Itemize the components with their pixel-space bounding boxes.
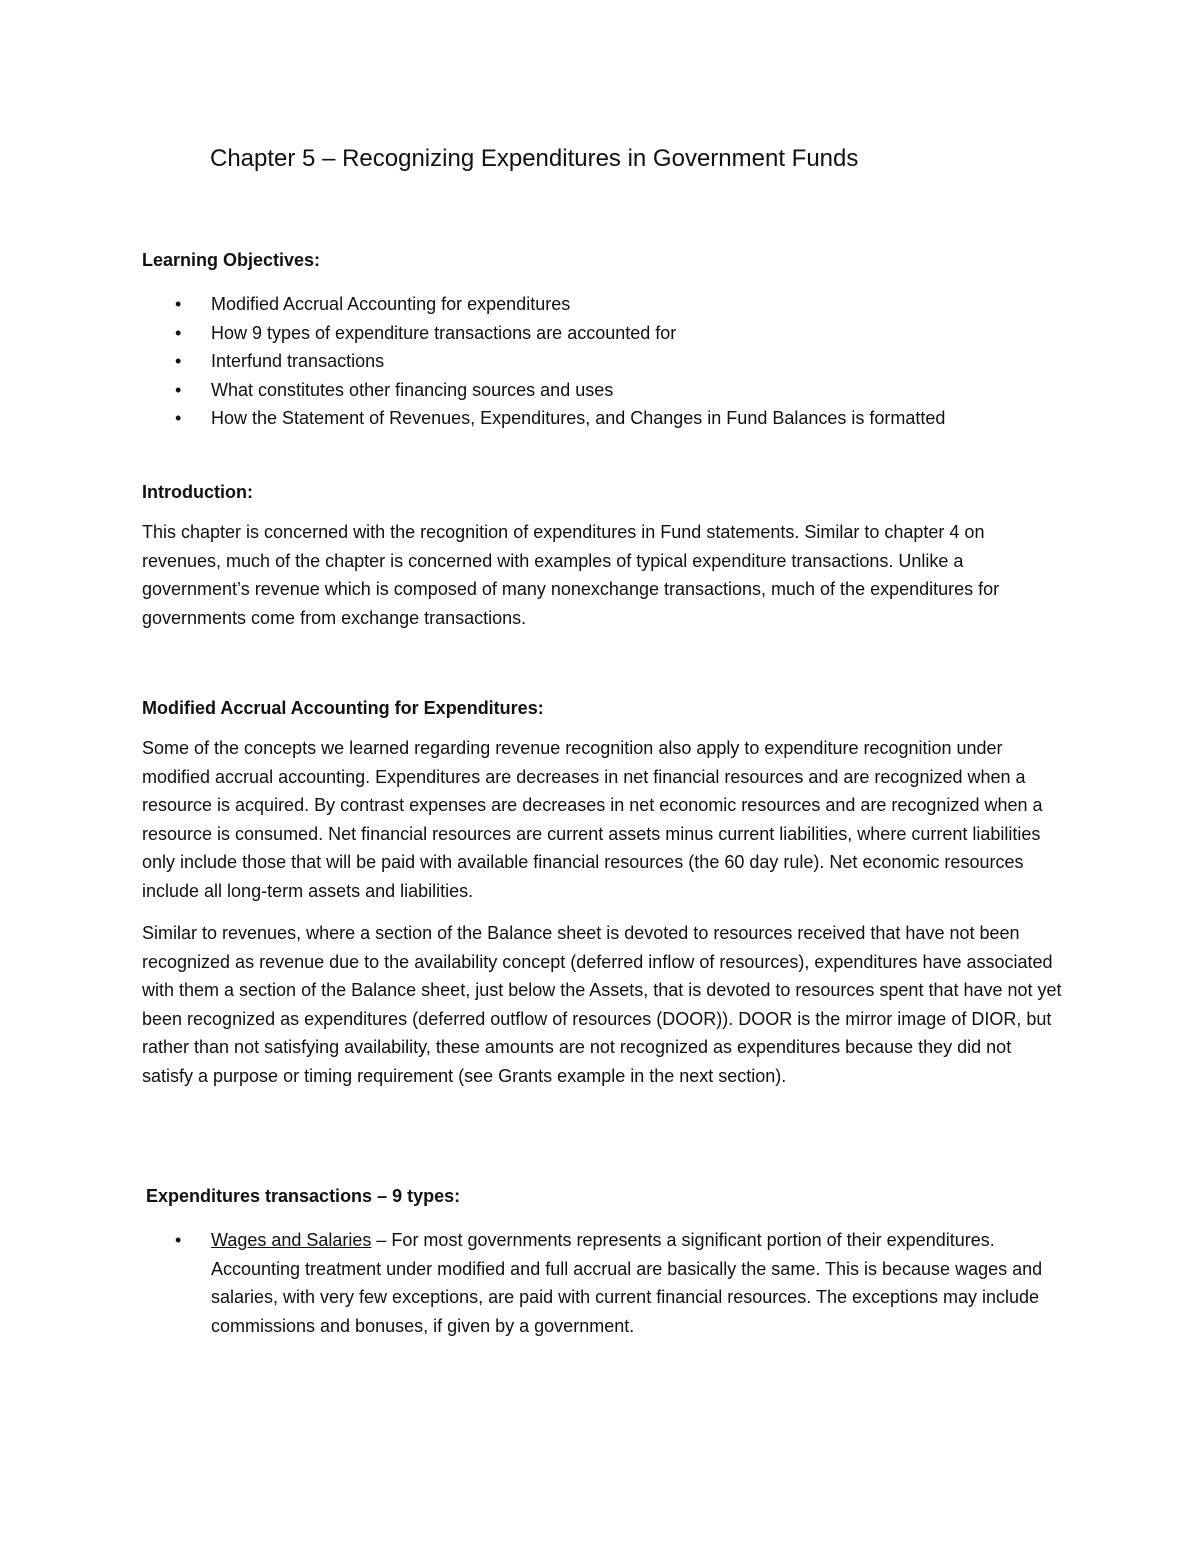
bullet-icon: • <box>175 294 182 314</box>
modified-accrual-paragraph-2: Similar to revenues, where a section of the Balance sheet is devoted to resources received that have not been recognized as revenue due to the availability concept (deferred inflow of resources), expenditures have associated with them a section of the Balance sheet, just below the Assets, that is devoted to resources spent that have not yet been recognized as expenditures (deferred outflow of resources (DOOR)). DOOR is the mirror image of DIOR, but rather than not satisfying availability, these amounts are not recognized as expenditures because they did not satisfy a purpose or timing requirement (see Grants example in the next section). <box>142 923 1062 1086</box>
transactions-heading: Expenditures transactions – 9 types: <box>146 1186 461 1206</box>
learning-objectives-heading: Learning Objectives: <box>142 250 321 270</box>
learning-objectives-list <box>142 290 1062 433</box>
bullet-icon: • <box>175 379 182 400</box>
learning-objectives-section <box>142 248 1062 433</box>
list-item <box>142 290 1062 319</box>
list-item-text: How the Statement of Revenues, Expenditures, and Changes in Fund Balances is formatted <box>211 408 946 428</box>
introduction-heading: Introduction: <box>142 482 253 502</box>
wages-and-salaries-text: – For most governments represents a significant portion of their expenditures. Accounting treatment under modified and full accrual are basically the same. This is because wages and salaries, with very few exceptions, are paid with current financial resources. The exceptions may include commissions and bonuses, if given by a government. <box>211 1230 1043 1336</box>
list-item <box>142 319 1062 348</box>
list-item <box>142 404 1062 433</box>
wages-and-salaries-term: Wages and Salaries <box>211 1230 372 1250</box>
modified-accrual-paragraph-1: Some of the concepts we learned regarding revenue recognition also apply to expenditure recognition under modified accrual accounting. Expenditures are decreases in net financial resources and are recognized when a resource is acquired. By contrast expenses are decreases in net economic resources and are recognized when a resource is consumed. Net financial resources are current assets minus current liabilities, where current liabilities only include those that will be paid with available financial resources (the 60 day rule). Net economic resources include all long-term assets and liabilities. <box>142 738 1043 901</box>
bullet-icon: • <box>175 322 182 343</box>
list-item <box>142 347 1062 376</box>
modified-accrual-heading: Modified Accrual Accounting for Expenditures: <box>142 698 544 718</box>
bullet-icon: • <box>175 1230 182 1250</box>
list-item <box>142 1226 1062 1340</box>
transactions-section <box>146 1184 1066 1208</box>
list-item-text: What constitutes other financing sources and uses <box>211 379 614 400</box>
modified-accrual-section <box>142 696 1062 1090</box>
introduction-section <box>142 480 1062 632</box>
transactions-list <box>142 1226 1062 1340</box>
bullet-icon: • <box>175 351 182 371</box>
introduction-paragraph: This chapter is concerned with the recognition of expenditures in Fund statements. Similar to chapter 4 on revenues, much of the chapter is concerned with examples of typical expenditure transactions. Unlike a government’s revenue which is composed of many nonexchange transactions, much of the expenditures for governments come from exchange transactions. <box>142 522 1000 628</box>
list-item-text: Interfund transactions <box>211 351 385 371</box>
bullet-icon: • <box>175 408 182 428</box>
list-item-text: Modified Accrual Accounting for expenditures <box>211 294 571 314</box>
page-title: Chapter 5 – Recognizing Expenditures in Government Funds <box>210 145 859 172</box>
list-item <box>142 376 1062 405</box>
list-item-text: How 9 types of expenditure transactions are accounted for <box>211 322 677 343</box>
